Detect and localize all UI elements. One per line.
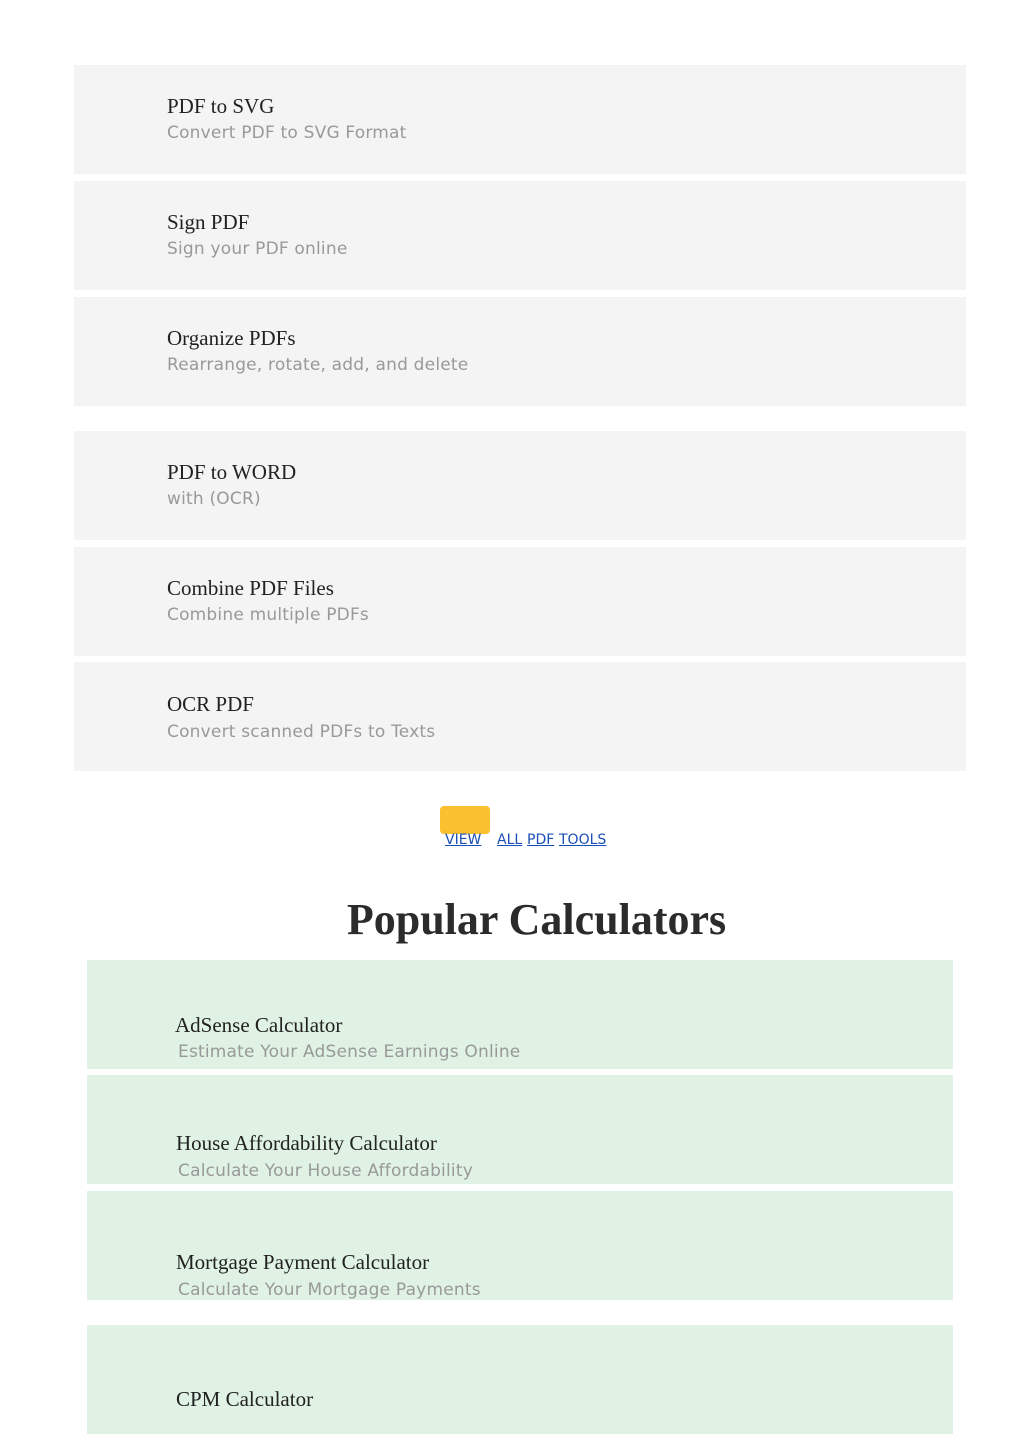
- calculator-title: AdSense Calculator: [175, 1013, 343, 1037]
- pdf-tool-description: Sign your PDF online: [167, 239, 348, 259]
- pdf-tool-title: PDF to WORD: [167, 460, 297, 484]
- pdf-tool-description: Convert scanned PDFs to Texts: [167, 722, 436, 742]
- pdf-tool-title: OCR PDF: [167, 692, 254, 716]
- tools-link[interactable]: TOOLS: [559, 832, 607, 848]
- calculator-title: House Affordability Calculator: [176, 1131, 437, 1155]
- calculator-description: Calculate Your Mortgage Payments: [178, 1280, 481, 1300]
- calculator-description: Estimate Your AdSense Earnings Online: [178, 1042, 521, 1062]
- pdf-tool-description: with (OCR): [167, 489, 261, 509]
- all-link[interactable]: ALL: [497, 832, 523, 848]
- view-link[interactable]: VIEW: [445, 832, 482, 848]
- view-all-button[interactable]: [440, 806, 490, 834]
- pdf-tool-card-pdf-to-svg[interactable]: [74, 65, 966, 174]
- pdf-link[interactable]: PDF: [527, 832, 555, 848]
- pdf-tool-card-ocr-pdf[interactable]: [74, 662, 966, 771]
- pdf-tool-title: PDF to SVG: [167, 94, 275, 118]
- pdf-tool-card-organize-pdfs[interactable]: [74, 297, 966, 406]
- calculator-card-cpm[interactable]: [87, 1325, 953, 1434]
- pdf-tool-card-combine-pdf-files[interactable]: [74, 547, 966, 656]
- pdf-tool-title: Sign PDF: [167, 210, 250, 234]
- section-heading-popular-calculators: Popular Calculators: [346, 895, 727, 944]
- pdf-tool-description: Rearrange, rotate, add, and delete: [167, 355, 469, 375]
- pdf-tool-description: Convert PDF to SVG Format: [167, 123, 407, 143]
- pdf-tool-title: Organize PDFs: [167, 326, 296, 350]
- calculator-card-mortgage-payment[interactable]: [87, 1191, 953, 1300]
- pdf-tool-card-pdf-to-word[interactable]: [74, 431, 966, 540]
- pdf-tool-description: Combine multiple PDFs: [167, 605, 369, 625]
- calculator-title: Mortgage Payment Calculator: [176, 1250, 430, 1274]
- pdf-tool-title: Combine PDF Files: [167, 576, 334, 600]
- calculator-card-adsense[interactable]: [87, 960, 953, 1069]
- pdf-tool-card-sign-pdf[interactable]: [74, 181, 966, 290]
- calculator-description: Calculate Your House Affordability: [178, 1161, 473, 1181]
- calculator-card-house-affordability[interactable]: [87, 1075, 953, 1184]
- calculator-title: CPM Calculator: [176, 1387, 314, 1411]
